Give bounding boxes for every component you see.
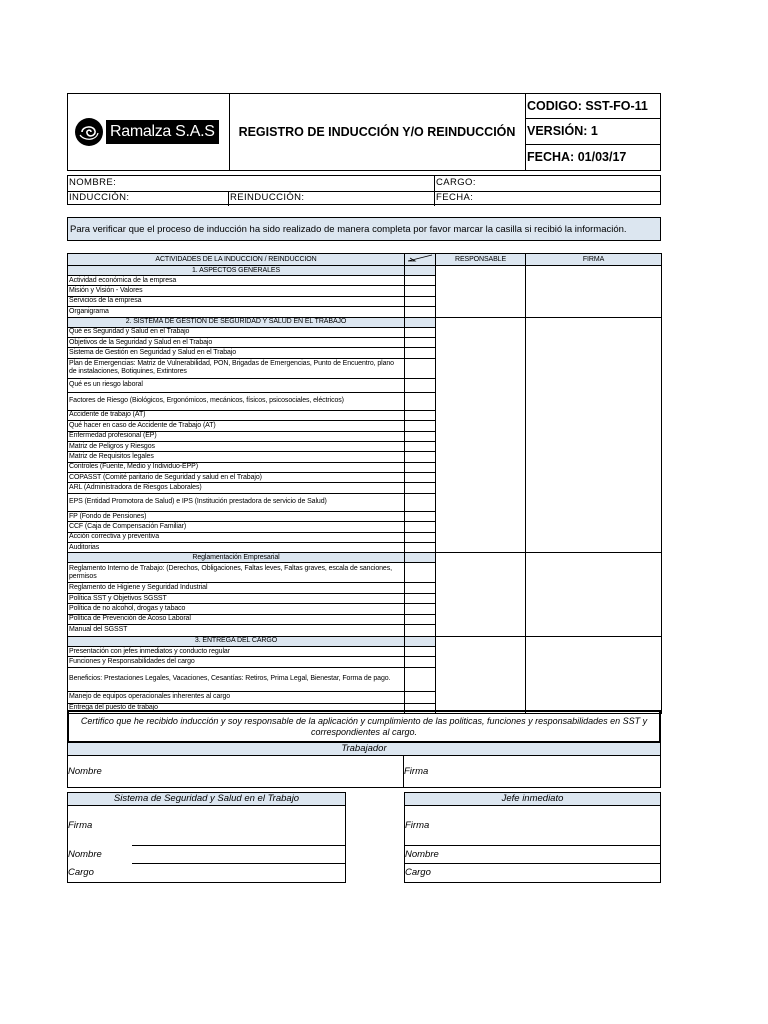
col-check-header: [405, 254, 436, 266]
activity-checkbox[interactable]: [405, 657, 436, 667]
activity-label: Accidente de trabajo (AT): [68, 410, 405, 420]
activity-label: Auditorias: [68, 543, 405, 553]
jefe-nombre-label: Nombre: [405, 849, 439, 860]
activity-checkbox[interactable]: [405, 511, 436, 521]
section-row: [68, 636, 662, 646]
activity-label: Objetivos de la Seguridad y Salud en el Trabajo: [68, 337, 405, 347]
activity-label: Presentación con jefes inmediatos y conducto regular: [68, 646, 405, 656]
section-title: 1. ASPECTOS GENERALES: [68, 266, 405, 276]
section-check-cell: [405, 553, 436, 563]
table-header-row: [68, 254, 662, 266]
document-title: REGISTRO DE INDUCCIÓN Y/O REINDUCCIÓN: [229, 94, 526, 170]
col-responsable-header: RESPONSABLE: [436, 254, 526, 266]
logo-text: Ramalza S.A.S: [106, 120, 219, 144]
activity-label: Matriz de Requisitos legales: [68, 452, 405, 462]
activity-checkbox[interactable]: [405, 483, 436, 493]
activity-checkbox[interactable]: [405, 473, 436, 483]
activity-label: Misión y Visión - Valores: [68, 286, 405, 296]
section-check-cell: [405, 266, 436, 276]
activity-label: ARL (Administradora de Riesgos Laborales): [68, 483, 405, 493]
responsable-cell[interactable]: [436, 636, 526, 713]
activity-label: Actividad económica de la empresa: [68, 276, 405, 286]
jefe-nombre-line: [405, 863, 660, 864]
trabajador-divider: [403, 755, 404, 788]
section-row: [68, 266, 662, 276]
firma-cell[interactable]: [526, 266, 662, 318]
info-row-1: [68, 176, 660, 192]
activity-checkbox[interactable]: [405, 493, 436, 511]
sst-firma-label: Firma: [68, 820, 93, 831]
activity-checkbox[interactable]: [405, 441, 436, 451]
firma-cell[interactable]: [526, 317, 662, 553]
activity-checkbox[interactable]: [405, 522, 436, 532]
activity-checkbox[interactable]: [405, 358, 436, 378]
firma-cell[interactable]: [526, 636, 662, 713]
activity-checkbox[interactable]: [405, 604, 436, 614]
firma-cell[interactable]: [526, 553, 662, 637]
activity-label: Plan de Emergencias: Matriz de Vulnerabilidad, PON, Brigadas de Emergencias, Punto de Encuentro, plano de instalaciones, Botiquines, Extintores: [68, 358, 405, 378]
logo-cell: [68, 94, 230, 170]
activity-checkbox[interactable]: [405, 563, 436, 583]
activity-checkbox[interactable]: [405, 307, 436, 317]
activity-checkbox[interactable]: [405, 392, 436, 410]
activity-checkbox[interactable]: [405, 583, 436, 593]
activity-checkbox[interactable]: [405, 327, 436, 337]
section-check-cell: [405, 317, 436, 327]
activity-checkbox[interactable]: [405, 646, 436, 656]
activity-label: Beneficios: Prestaciones Legales, Vacaciones, Cesantías: Retiros, Prima Legal, Bienestar, Forma de pago.: [68, 667, 405, 691]
activity-label: FP (Fondo de Pensiones): [68, 511, 405, 521]
nombre-field[interactable]: NOMBRE:: [68, 176, 435, 191]
activity-checkbox[interactable]: [405, 348, 436, 358]
sst-nombre-label: Nombre: [68, 849, 102, 860]
fecha-field[interactable]: FECHA:: [436, 192, 474, 203]
activity-checkbox[interactable]: [405, 691, 436, 703]
activity-label: Sistema de Gestión en Seguridad y Salud en el Trabajo: [68, 348, 405, 358]
activity-checkbox[interactable]: [405, 462, 436, 472]
version-label: VERSIÓN: 1: [525, 119, 660, 144]
sst-signature-box: [67, 792, 346, 883]
cargo-field[interactable]: CARGO:: [436, 177, 476, 188]
activity-label: COPASST (Comité paritario de Seguridad y salud en el Trabajo): [68, 473, 405, 483]
activity-label: Organigrama: [68, 307, 405, 317]
section-title: Reglamentación Empresarial: [68, 553, 405, 563]
responsable-cell[interactable]: [436, 553, 526, 637]
activity-label: Política de no alcohol, drogas y tabaco: [68, 604, 405, 614]
activity-checkbox[interactable]: [405, 421, 436, 431]
activity-checkbox[interactable]: [405, 452, 436, 462]
section-title: 3. ENTREGA DEL CARGO: [68, 636, 405, 646]
activity-label: EPS (Entidad Promotora de Salud) e IPS (Institución prestadora de servicio de Salud): [68, 493, 405, 511]
activity-checkbox[interactable]: [405, 431, 436, 441]
employee-info: [67, 175, 661, 205]
jefe-signature-box: [404, 792, 661, 883]
document-meta: [525, 94, 660, 170]
section-row: [68, 317, 662, 327]
responsable-cell[interactable]: [436, 266, 526, 318]
activity-label: Política de Prevención de Acoso Laboral: [68, 614, 405, 624]
jefe-firma-label: Firma: [405, 820, 430, 831]
activity-checkbox[interactable]: [405, 296, 436, 306]
activity-checkbox[interactable]: [405, 593, 436, 603]
pen-icon: [407, 254, 433, 262]
activity-checkbox[interactable]: [405, 286, 436, 296]
col-firma-header: FIRMA: [526, 254, 662, 266]
activity-label: Manejo de equipos operacionales inherentes al cargo: [68, 691, 405, 703]
trabajador-section: [67, 743, 661, 788]
activity-label: Factores de Riesgo (Biológicos, Ergonómicos, mecánicos, físicos, psicosociales, eléctricos): [68, 392, 405, 410]
activities-table: [67, 253, 662, 714]
jefe-title: Jefe inmediato: [405, 793, 660, 806]
section-title: 2. SISTEMA DE GESTION DE SEGURIDAD Y SALUD EN EL TRABAJO: [68, 317, 405, 327]
activity-checkbox[interactable]: [405, 667, 436, 691]
info-row-2: [68, 191, 660, 206]
activity-label: Entrega del puesto de trabajo: [68, 703, 405, 713]
activity-checkbox[interactable]: [405, 624, 436, 636]
codigo-label: CODIGO: SST-FO-11: [525, 94, 660, 119]
col-activity-header: ACTIVIDADES DE LA INDUCCION / REINDUCCION: [68, 254, 405, 266]
activity-checkbox[interactable]: [405, 378, 436, 392]
sst-title: Sistema de Seguridad y Salud en el Trabajo: [68, 793, 345, 806]
activity-checkbox[interactable]: [405, 337, 436, 347]
certification-text: Certifico que he recibido inducción y soy responsable de la aplicación y cumplimiento de las politicas, funciones y responsabilidades en SST y correspondientes al cargo.: [67, 710, 661, 743]
activity-label: Qué es un riesgo laboral: [68, 378, 405, 392]
logo-swirl-icon: [74, 117, 104, 147]
activity-label: Qué hacer en caso de Accidente de Trabajo (AT): [68, 421, 405, 431]
activity-label: Servicios de la empresa: [68, 296, 405, 306]
company-logo: [74, 110, 221, 154]
trabajador-title: Trabajador: [68, 743, 660, 756]
section-check-cell: [405, 636, 436, 646]
section-row: [68, 553, 662, 563]
activity-label: CCF (Caja de Compensación Familiar): [68, 522, 405, 532]
activity-checkbox[interactable]: [405, 410, 436, 420]
jefe-firma-line: [405, 845, 660, 846]
activity-label: Reglamento de Higiene y Seguridad Industrial: [68, 583, 405, 593]
activity-checkbox[interactable]: [405, 614, 436, 624]
activity-label: Reglamento Interno de Trabajo: (Derechos, Obligaciones, Faltas leves, Faltas graves, escala de sanciones, permisos: [68, 563, 405, 583]
sst-cargo-label: Cargo: [68, 867, 94, 878]
activity-label: Acción correctiva y preventiva: [68, 532, 405, 542]
activity-label: Controles (Fuente, Medio y Individuo-EPP): [68, 462, 405, 472]
fecha-label: FECHA: 01/03/17: [527, 150, 627, 165]
activity-label: Funciones y Responsabilidades del cargo: [68, 657, 405, 667]
activity-checkbox[interactable]: [405, 543, 436, 553]
trabajador-nombre-label: Nombre: [68, 766, 102, 777]
responsable-cell[interactable]: [436, 317, 526, 553]
instructions-notice: Para verificar que el proceso de inducción ha sido realizado de manera completa por favor marcar la casilla si recibió la información.: [67, 217, 661, 241]
jefe-cargo-label: Cargo: [405, 867, 431, 878]
activity-label: Política SST y Objetivos SGSST: [68, 593, 405, 603]
activity-checkbox[interactable]: [405, 276, 436, 286]
sst-firma-line: [132, 845, 345, 846]
activity-checkbox[interactable]: [405, 532, 436, 542]
activity-label: Enfermedad profesional (EP): [68, 431, 405, 441]
activity-label: Matriz de Peligros y Riesgos: [68, 441, 405, 451]
sst-nombre-line: [132, 863, 345, 864]
document-header: [67, 93, 661, 171]
reinduccion-field[interactable]: REINDUCCIÓN:: [229, 191, 435, 206]
activity-label: Manual del SGSST: [68, 624, 405, 636]
activity-label: Qué es Seguridad y Salud en el Trabajo: [68, 327, 405, 337]
induccion-field[interactable]: INDUCCIÓN:: [68, 191, 229, 206]
trabajador-firma-label: Firma: [404, 766, 429, 777]
